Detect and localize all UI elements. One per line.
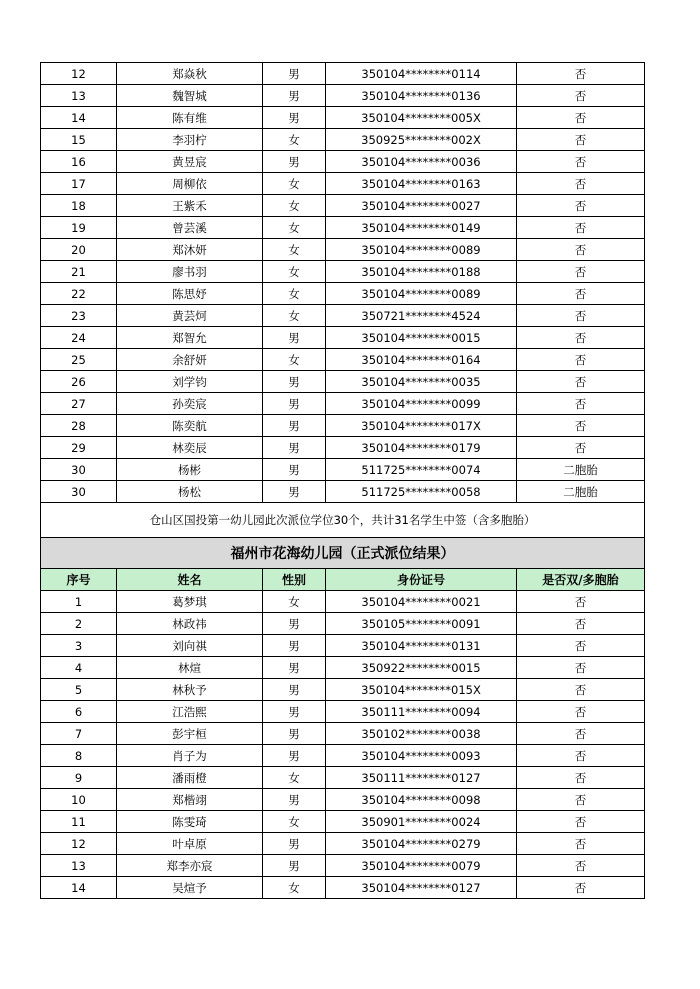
cell-name: 林政祎 <box>117 613 263 635</box>
table-row <box>41 63 645 85</box>
cell-serial: 29 <box>41 437 117 459</box>
cell-gender: 男 <box>263 107 326 129</box>
table-row <box>41 591 645 613</box>
cell-serial: 21 <box>41 261 117 283</box>
cell-twins: 否 <box>517 833 645 855</box>
cell-gender: 女 <box>263 239 326 261</box>
cell-id-number: 350104********0099 <box>326 393 517 415</box>
cell-name: 王紫禾 <box>117 195 263 217</box>
cell-twins: 否 <box>517 173 645 195</box>
cell-serial: 13 <box>41 855 117 877</box>
cell-gender: 男 <box>263 437 326 459</box>
cell-gender: 男 <box>263 85 326 107</box>
cell-twins: 否 <box>517 811 645 833</box>
table-row <box>41 305 645 327</box>
cell-id-number: 350104********0279 <box>326 833 517 855</box>
cell-serial: 18 <box>41 195 117 217</box>
cell-id-number: 350104********0027 <box>326 195 517 217</box>
cell-twins: 否 <box>517 679 645 701</box>
cell-twins: 否 <box>517 745 645 767</box>
table-row <box>41 811 645 833</box>
header-name: 姓名 <box>117 569 263 591</box>
cell-id-number: 350104********0131 <box>326 635 517 657</box>
table-row <box>41 679 645 701</box>
cell-id-number: 350104********0164 <box>326 349 517 371</box>
table-row <box>41 107 645 129</box>
cell-id-number: 350104********0035 <box>326 371 517 393</box>
header-serial: 序号 <box>41 569 117 591</box>
cell-gender: 女 <box>263 811 326 833</box>
cell-twins: 否 <box>517 723 645 745</box>
cell-serial: 8 <box>41 745 117 767</box>
table-row <box>41 613 645 635</box>
cell-gender: 女 <box>263 173 326 195</box>
cell-gender: 女 <box>263 305 326 327</box>
cell-twins: 否 <box>517 305 645 327</box>
cell-serial: 7 <box>41 723 117 745</box>
table-row <box>41 129 645 151</box>
cell-serial: 23 <box>41 305 117 327</box>
cell-name: 葛梦琪 <box>117 591 263 613</box>
cell-twins: 否 <box>517 327 645 349</box>
table-row <box>41 437 645 459</box>
cell-serial: 25 <box>41 349 117 371</box>
table-row <box>41 877 645 899</box>
table-row <box>41 723 645 745</box>
cell-id-number: 350104********0089 <box>326 283 517 305</box>
cell-name: 郑沐妍 <box>117 239 263 261</box>
cell-gender: 男 <box>263 63 326 85</box>
kindergarten-title: 福州市花海幼儿园（正式派位结果） <box>41 538 645 569</box>
cell-gender: 男 <box>263 855 326 877</box>
cell-serial: 12 <box>41 833 117 855</box>
cell-twins: 否 <box>517 635 645 657</box>
cell-id-number: 350104********0015 <box>326 327 517 349</box>
table-row <box>41 415 645 437</box>
cell-name: 周柳依 <box>117 173 263 195</box>
cell-serial: 14 <box>41 877 117 899</box>
cell-id-number: 350104********0188 <box>326 261 517 283</box>
cell-name: 潘雨橙 <box>117 767 263 789</box>
cell-serial: 22 <box>41 283 117 305</box>
table-row <box>41 283 645 305</box>
cell-serial: 15 <box>41 129 117 151</box>
cell-gender: 男 <box>263 327 326 349</box>
cell-twins: 否 <box>517 701 645 723</box>
cell-name: 李羽柠 <box>117 129 263 151</box>
cell-twins: 否 <box>517 107 645 129</box>
cell-gender: 男 <box>263 657 326 679</box>
cell-serial: 24 <box>41 327 117 349</box>
cell-serial: 26 <box>41 371 117 393</box>
cell-twins: 二胞胎 <box>517 481 645 503</box>
cell-name: 彭宇桓 <box>117 723 263 745</box>
cell-twins: 否 <box>517 415 645 437</box>
cell-name: 郑李亦宸 <box>117 855 263 877</box>
cell-serial: 12 <box>41 63 117 85</box>
section2-rows <box>41 591 645 899</box>
cell-name: 杨彬 <box>117 459 263 481</box>
cell-name: 黄芸炣 <box>117 305 263 327</box>
cell-serial: 16 <box>41 151 117 173</box>
cell-name: 廖书羽 <box>117 261 263 283</box>
cell-id-number: 350111********0094 <box>326 701 517 723</box>
table-row <box>41 459 645 481</box>
cell-twins: 否 <box>517 151 645 173</box>
cell-id-number: 350721********4524 <box>326 305 517 327</box>
cell-gender: 男 <box>263 833 326 855</box>
cell-name: 杨松 <box>117 481 263 503</box>
cell-serial: 14 <box>41 107 117 129</box>
cell-gender: 男 <box>263 613 326 635</box>
cell-twins: 否 <box>517 261 645 283</box>
table-row <box>41 745 645 767</box>
cell-gender: 女 <box>263 129 326 151</box>
cell-id-number: 350104********017X <box>326 415 517 437</box>
table-row <box>41 635 645 657</box>
cell-name: 陈奕航 <box>117 415 263 437</box>
cell-gender: 女 <box>263 767 326 789</box>
table-row <box>41 349 645 371</box>
cell-name: 林秋予 <box>117 679 263 701</box>
section1-rows <box>41 63 645 503</box>
cell-name: 叶卓原 <box>117 833 263 855</box>
cell-twins: 否 <box>517 591 645 613</box>
cell-id-number: 350104********0093 <box>326 745 517 767</box>
lottery-results-table <box>40 62 645 899</box>
cell-id-number: 350922********0015 <box>326 657 517 679</box>
cell-gender: 女 <box>263 195 326 217</box>
cell-id-number: 350104********0114 <box>326 63 517 85</box>
cell-name: 孙奕宸 <box>117 393 263 415</box>
cell-id-number: 350104********0127 <box>326 877 517 899</box>
cell-name: 郑焱秋 <box>117 63 263 85</box>
cell-twins: 否 <box>517 437 645 459</box>
cell-serial: 27 <box>41 393 117 415</box>
cell-gender: 男 <box>263 723 326 745</box>
cell-gender: 男 <box>263 701 326 723</box>
cell-id-number: 350104********0163 <box>326 173 517 195</box>
cell-twins: 否 <box>517 129 645 151</box>
cell-serial: 30 <box>41 459 117 481</box>
cell-twins: 否 <box>517 855 645 877</box>
cell-twins: 否 <box>517 217 645 239</box>
header-twins: 是否双/多胞胎 <box>517 569 645 591</box>
cell-gender: 女 <box>263 591 326 613</box>
cell-gender: 男 <box>263 481 326 503</box>
cell-serial: 1 <box>41 591 117 613</box>
cell-gender: 男 <box>263 459 326 481</box>
cell-name: 黄昱宸 <box>117 151 263 173</box>
table-row <box>41 151 645 173</box>
cell-gender: 男 <box>263 415 326 437</box>
cell-serial: 11 <box>41 811 117 833</box>
cell-name: 余舒妍 <box>117 349 263 371</box>
cell-id-number: 350925********002X <box>326 129 517 151</box>
cell-twins: 否 <box>517 789 645 811</box>
cell-twins: 二胞胎 <box>517 459 645 481</box>
cell-name: 刘向祺 <box>117 635 263 657</box>
cell-twins: 否 <box>517 371 645 393</box>
cell-serial: 2 <box>41 613 117 635</box>
cell-gender: 女 <box>263 217 326 239</box>
cell-name: 林煊 <box>117 657 263 679</box>
cell-gender: 男 <box>263 789 326 811</box>
table-row <box>41 85 645 107</box>
table-row <box>41 701 645 723</box>
table-row <box>41 239 645 261</box>
cell-gender: 男 <box>263 679 326 701</box>
cell-gender: 男 <box>263 371 326 393</box>
cell-gender: 男 <box>263 635 326 657</box>
cell-serial: 17 <box>41 173 117 195</box>
table-row <box>41 833 645 855</box>
cell-name: 肖子为 <box>117 745 263 767</box>
cell-serial: 9 <box>41 767 117 789</box>
cell-name: 魏智城 <box>117 85 263 107</box>
cell-name: 江浩熙 <box>117 701 263 723</box>
cell-serial: 30 <box>41 481 117 503</box>
cell-twins: 否 <box>517 613 645 635</box>
results-document <box>40 62 644 899</box>
allocation-note: 仓山区国投第一幼儿园此次派位学位30个，共计31名学生中签（含多胞胎） <box>41 503 645 538</box>
cell-id-number: 350104********0089 <box>326 239 517 261</box>
cell-twins: 否 <box>517 239 645 261</box>
table-row <box>41 855 645 877</box>
table-row <box>41 789 645 811</box>
cell-name: 刘学钧 <box>117 371 263 393</box>
cell-serial: 20 <box>41 239 117 261</box>
cell-serial: 5 <box>41 679 117 701</box>
cell-twins: 否 <box>517 393 645 415</box>
cell-id-number: 350104********0136 <box>326 85 517 107</box>
cell-gender: 女 <box>263 261 326 283</box>
cell-serial: 13 <box>41 85 117 107</box>
cell-name: 陈有维 <box>117 107 263 129</box>
cell-id-number: 350104********0021 <box>326 591 517 613</box>
cell-name: 林奕辰 <box>117 437 263 459</box>
cell-serial: 19 <box>41 217 117 239</box>
cell-twins: 否 <box>517 657 645 679</box>
cell-twins: 否 <box>517 283 645 305</box>
cell-id-number: 350105********0091 <box>326 613 517 635</box>
cell-gender: 男 <box>263 393 326 415</box>
header-gender: 性别 <box>263 569 326 591</box>
cell-serial: 3 <box>41 635 117 657</box>
cell-twins: 否 <box>517 349 645 371</box>
cell-name: 吴煊予 <box>117 877 263 899</box>
cell-serial: 6 <box>41 701 117 723</box>
cell-gender: 男 <box>263 745 326 767</box>
cell-gender: 女 <box>263 349 326 371</box>
table-row <box>41 261 645 283</box>
cell-id-number: 350104********015X <box>326 679 517 701</box>
table-row <box>41 657 645 679</box>
table-row <box>41 767 645 789</box>
cell-gender: 女 <box>263 283 326 305</box>
cell-twins: 否 <box>517 195 645 217</box>
table-row <box>41 393 645 415</box>
table-row <box>41 327 645 349</box>
cell-twins: 否 <box>517 767 645 789</box>
cell-gender: 女 <box>263 877 326 899</box>
cell-id-number: 511725********0074 <box>326 459 517 481</box>
cell-id-number: 350102********0038 <box>326 723 517 745</box>
cell-id-number: 350104********0098 <box>326 789 517 811</box>
cell-gender: 男 <box>263 151 326 173</box>
table-header-row <box>41 569 645 591</box>
cell-id-number: 350111********0127 <box>326 767 517 789</box>
cell-id-number: 350104********0179 <box>326 437 517 459</box>
cell-twins: 否 <box>517 877 645 899</box>
cell-id-number: 350104********0149 <box>326 217 517 239</box>
cell-name: 曾芸溪 <box>117 217 263 239</box>
cell-id-number: 350901********0024 <box>326 811 517 833</box>
table-row <box>41 371 645 393</box>
cell-name: 陈雯琦 <box>117 811 263 833</box>
header-id-number: 身份证号 <box>326 569 517 591</box>
cell-twins: 否 <box>517 85 645 107</box>
cell-name: 郑智允 <box>117 327 263 349</box>
table-row <box>41 173 645 195</box>
cell-name: 陈思妤 <box>117 283 263 305</box>
cell-id-number: 350104********0079 <box>326 855 517 877</box>
cell-id-number: 350104********005X <box>326 107 517 129</box>
table-row <box>41 195 645 217</box>
cell-name: 郑楷翊 <box>117 789 263 811</box>
cell-serial: 10 <box>41 789 117 811</box>
cell-id-number: 350104********0036 <box>326 151 517 173</box>
table-row <box>41 217 645 239</box>
table-row <box>41 481 645 503</box>
cell-serial: 28 <box>41 415 117 437</box>
cell-id-number: 511725********0058 <box>326 481 517 503</box>
cell-twins: 否 <box>517 63 645 85</box>
cell-serial: 4 <box>41 657 117 679</box>
